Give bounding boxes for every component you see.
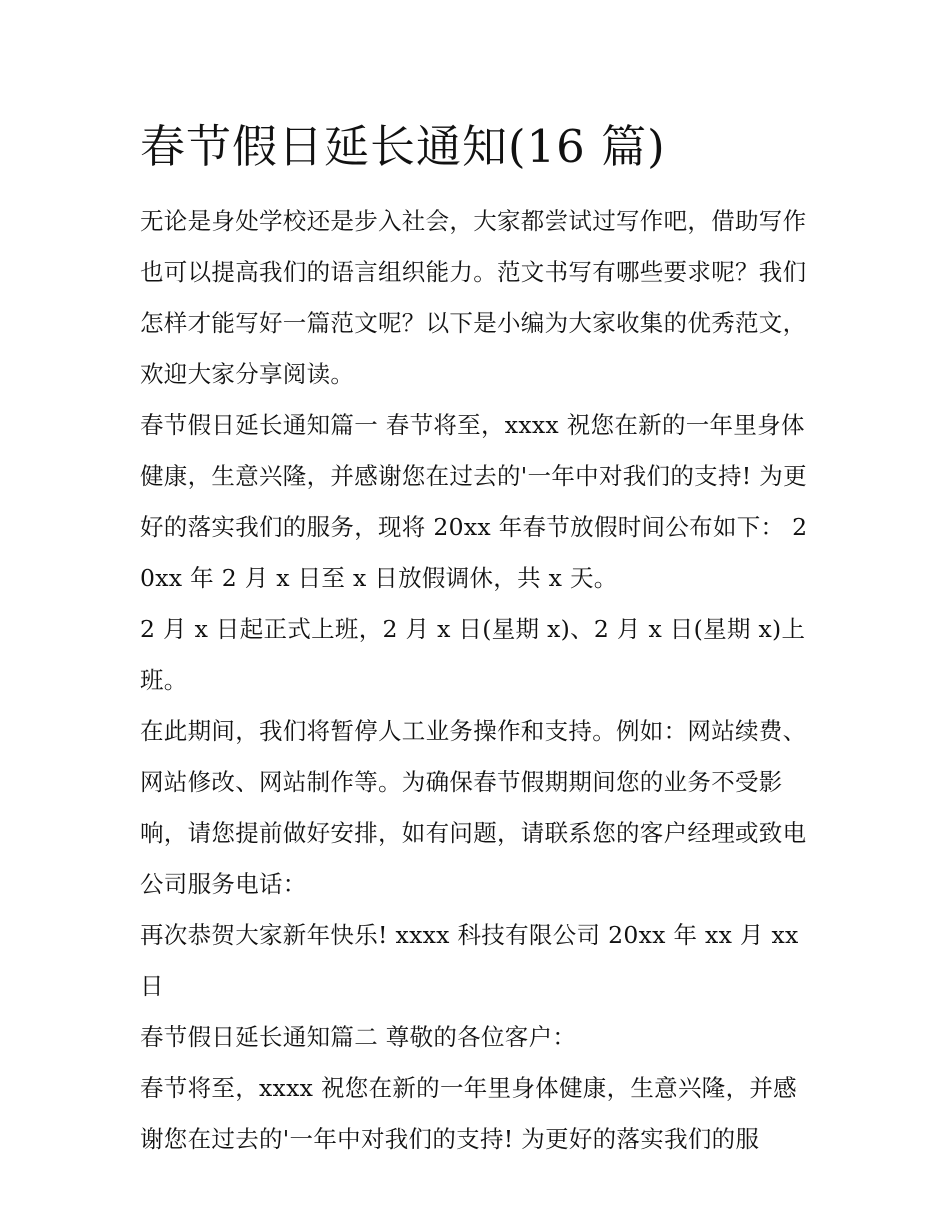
- paragraph-notice-two-body: 春节将至，xxxx 祝您在新的一年里身体健康，生意兴隆，并感谢您在过去的'一年中对我们的支持! 为更好的落实我们的服: [140, 1074, 797, 1153]
- paragraph-intro: 无论是身处学校还是步入社会，大家都尝试过写作吧，借助写作也可以提高我们的语言组织能力。范文书写有哪些要求呢？我们怎样才能写好一篇范文呢？以下是小编为大家收集的优秀范文，欢迎大家分享阅读。: [140, 207, 807, 388]
- document-body: [140, 196, 815, 1165]
- paragraph-work-resume: 2 月 x 日起正式上班，2 月 x 日(星期 x)、2 月 x 日(星期 x)上班。: [140, 615, 806, 694]
- paragraph-notice-one: 春节假日延长通知篇一 春节将至，xxxx 祝您在新的一年里身体健康，生意兴隆，并感谢您在过去的'一年中对我们的支持! 为更好的落实我们的服务，现将 20xx 年春节放假时间公布如下： 20xx 年 2 月 x 日至 x 日放假调休，共 x 天。: [140, 411, 808, 592]
- paragraph-notice-two-heading: 春节假日延长通知篇二 尊敬的各位客户：: [140, 1023, 577, 1051]
- paragraph-greeting-signature: 再次恭贺大家新年快乐! xxxx 科技有限公司 20xx 年 xx 月 xx 日: [140, 921, 799, 1000]
- paragraph-service-pause: 在此期间，我们将暂停人工业务操作和支持。例如：网站续费、网站修改、网站制作等。为确保春节假期期间您的业务不受影响，请您提前做好安排，如有问题，请联系您的客户经理或致电公司服务电话：: [140, 717, 807, 898]
- document-title: 春节假日延长通知(16 篇): [140, 120, 666, 173]
